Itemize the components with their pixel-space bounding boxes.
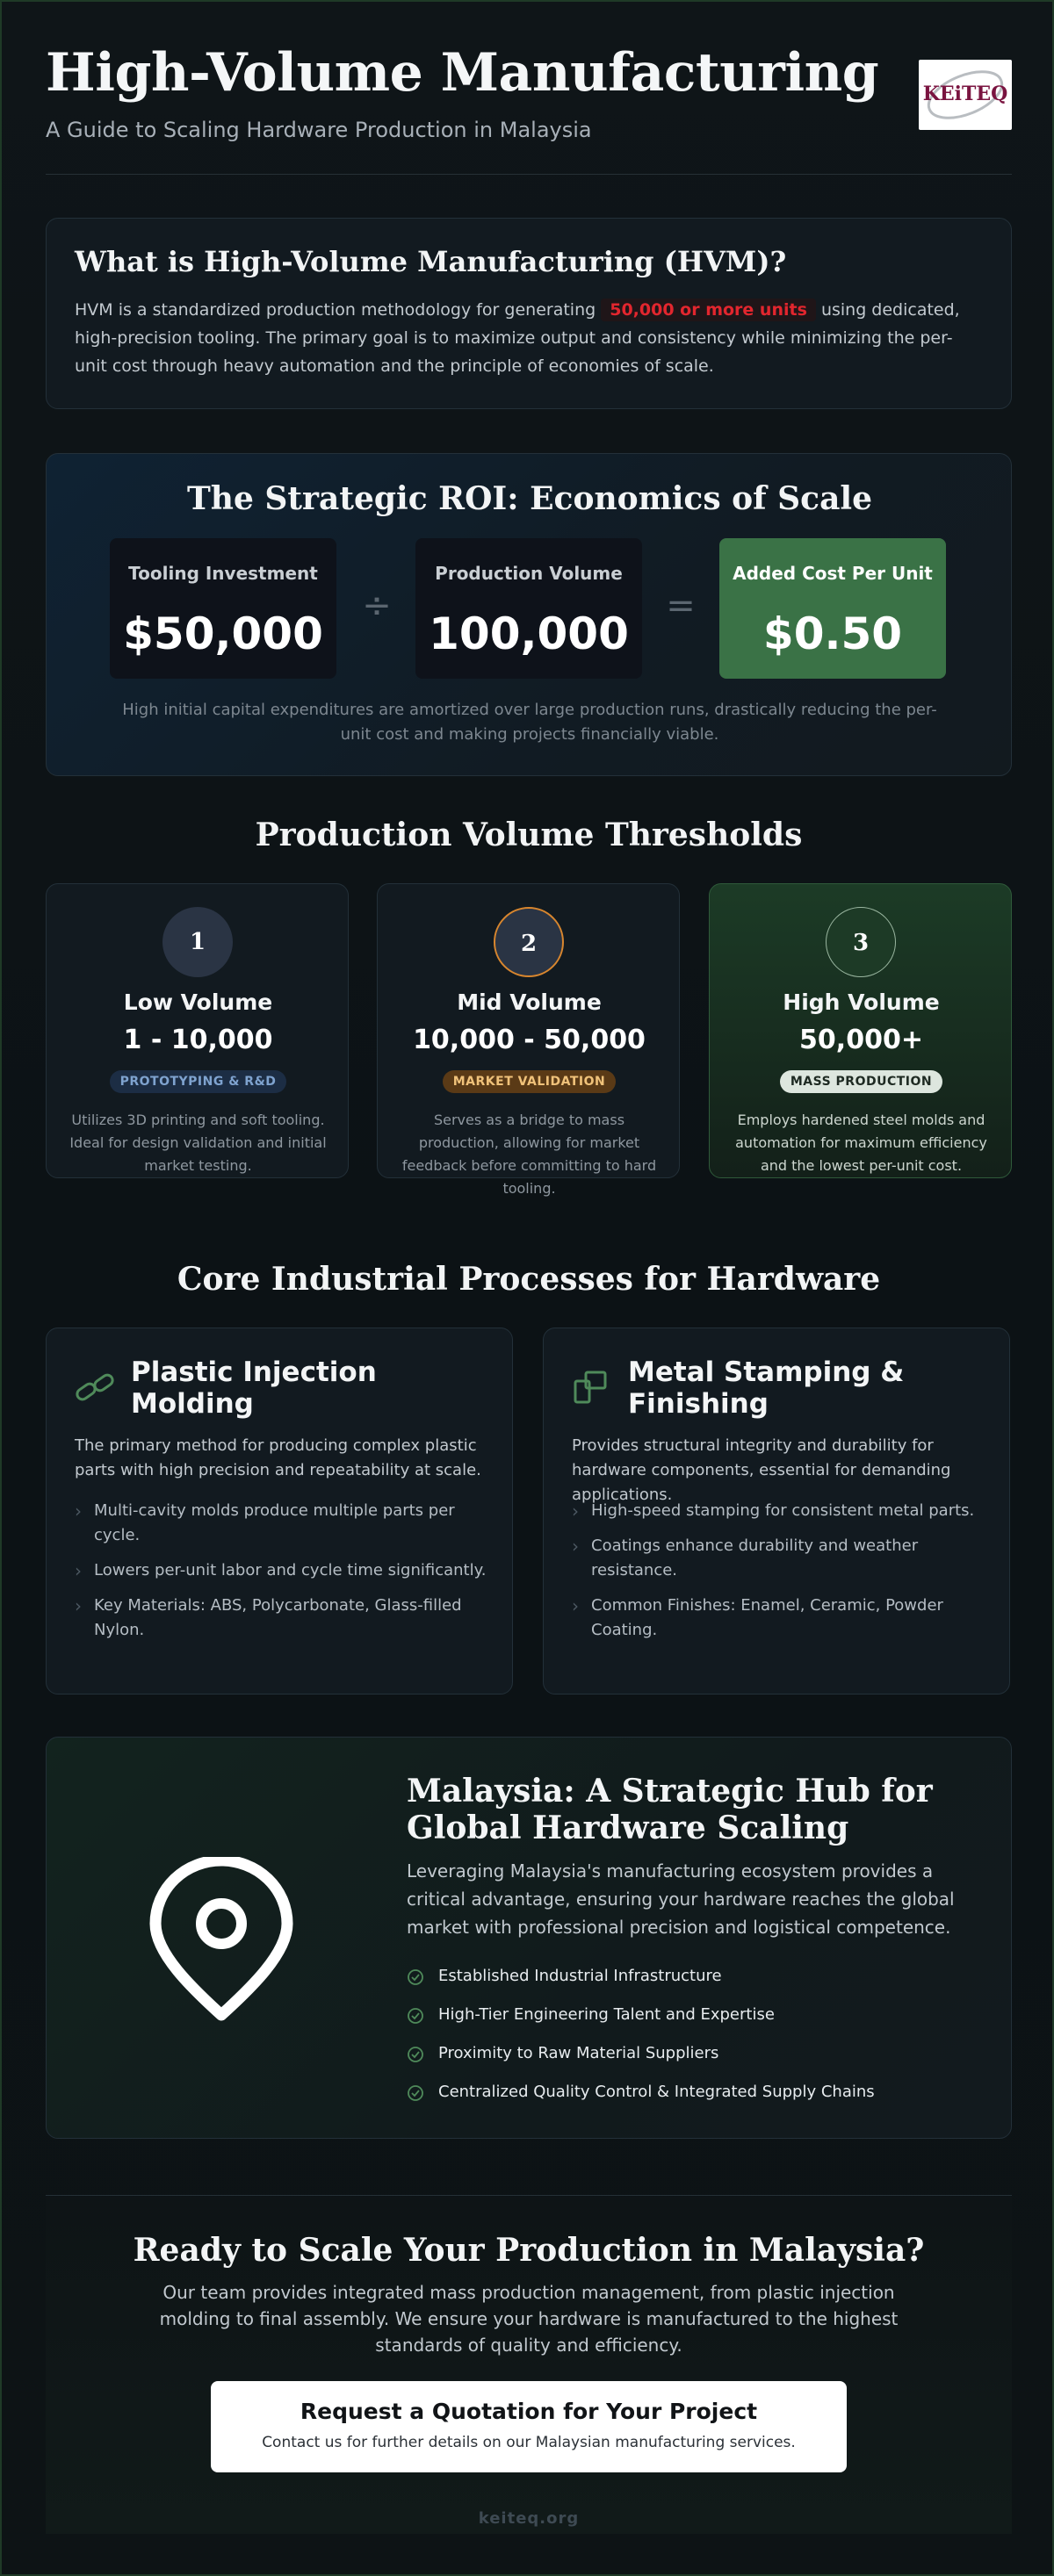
malaysia-checklist — [407, 1964, 978, 2119]
cta-button-subtitle: Contact us for further details on our Malaysian manufacturing services. — [262, 2434, 796, 2451]
hvm-text-after: using dedicated, high-precision tooling. The primary goal is to maximize output and consistency while minimizing the per-unit cost through heavy automation and the principle of economies of scale. — [75, 300, 960, 376]
chevron-right-icon: › — [572, 1536, 579, 1557]
page-title: High-Volume Manufacturing — [46, 42, 879, 104]
malaysia-hub-card — [46, 1737, 1012, 2139]
stamp-icon — [572, 1371, 614, 1406]
list-item-text: Lowers per-unit labor and cycle time significantly. — [94, 1561, 487, 1579]
list-item-text: Common Finishes: Enamel, Ceramic, Powder Coating. — [591, 1596, 943, 1639]
cost-per-unit-value: $0.50 — [762, 608, 903, 659]
tier-badge: MASS PRODUCTION — [780, 1070, 942, 1093]
tier-name: High Volume — [783, 989, 940, 1015]
list-item-text: High-speed stamping for consistent metal parts. — [591, 1501, 975, 1520]
list-item — [75, 1594, 487, 1643]
check-circle-icon — [407, 2084, 424, 2102]
cost-per-unit-label: Added Cost Per Unit — [733, 563, 933, 584]
check-circle-icon — [407, 1968, 424, 1986]
list-item — [407, 2080, 978, 2119]
list-item-text: Multi-cavity molds produce multiple parts per cycle. — [94, 1501, 455, 1544]
malaysia-description: Leveraging Malaysia's manufacturing ecosystem provides a critical advantage, ensuring your hardware reaches the global market with professional precision and logistical competence. — [407, 1860, 955, 1938]
tier-badge: MARKET VALIDATION — [443, 1070, 616, 1093]
tier-range: 10,000 - 50,000 — [413, 1025, 646, 1055]
tooling-investment-value: $50,000 — [123, 608, 323, 659]
tier-description: Employs hardened steel molds and automation for maximum efficiency and the lowest per-unit cost. — [735, 1112, 987, 1174]
cost-per-unit-box — [719, 538, 946, 679]
tier-range: 1 - 10,000 — [123, 1025, 273, 1055]
process-points — [75, 1499, 487, 1653]
header-divider — [46, 174, 1012, 175]
tier-name: Low Volume — [123, 989, 273, 1015]
process-points — [572, 1499, 985, 1653]
tier-name: Mid Volume — [457, 989, 602, 1015]
page-subtitle: A Guide to Scaling Hardware Production in Malaysia — [46, 118, 592, 142]
tooling-investment-label: Tooling Investment — [128, 563, 318, 584]
process-description: Provides structural integrity and durability for hardware components, essential for demanding applications. — [572, 1436, 951, 1504]
list-item-text: Coatings enhance durability and weather resistance. — [591, 1536, 919, 1579]
map-pin-icon — [148, 1857, 294, 2024]
hvm-heading: What is High-Volume Manufacturing (HVM)? — [75, 245, 787, 278]
roi-heading: The Strategic ROI: Economics of Scale — [187, 480, 872, 517]
process-card-injection-molding — [46, 1328, 513, 1695]
hvm-definition-card — [46, 218, 1012, 409]
chevron-right-icon: › — [75, 1595, 82, 1616]
roi-card — [46, 453, 1012, 776]
tier-number: 1 — [162, 907, 233, 977]
hvm-highlight-badge: 50,000 or more units — [601, 299, 816, 321]
link-icon — [75, 1371, 117, 1406]
tier-range: 50,000+ — [799, 1025, 923, 1055]
cta-heading: Ready to Scale Your Production in Malaysia? — [133, 2232, 925, 2269]
request-quotation-button[interactable] — [211, 2381, 847, 2472]
tier-card-high — [709, 883, 1012, 1178]
page-header — [46, 42, 1012, 174]
hvm-description — [75, 296, 979, 380]
list-item-text: Established Industrial Infrastructure — [438, 1967, 722, 1985]
check-circle-icon — [407, 2046, 424, 2063]
tier-description: Utilizes 3D printing and soft tooling. Ideal for design validation and initial market testing. — [69, 1112, 327, 1174]
chevron-right-icon: › — [572, 1595, 579, 1616]
footer-domain-link[interactable]: keiteq.org — [478, 2509, 580, 2528]
list-item — [572, 1534, 985, 1583]
cta-text: Our team provides integrated mass production management, from plastic injection molding to final assembly. We ensure your hardware is manufactured to the highest standards of quality and efficiency. — [159, 2282, 899, 2356]
tier-card-mid — [377, 883, 680, 1197]
list-item-text: Key Materials: ABS, Polycarbonate, Glass-filled Nylon. — [94, 1596, 462, 1639]
hvm-text-before: HVM is a standardized production methodology for generating — [75, 300, 596, 320]
tooling-investment-box — [110, 538, 336, 679]
tier-card-low — [46, 883, 349, 1178]
logo-text: KEiTEQ — [922, 83, 1008, 105]
list-item — [572, 1594, 985, 1643]
list-item — [407, 2003, 978, 2041]
list-item — [75, 1558, 487, 1583]
list-item-text: Centralized Quality Control & Integrated Supply Chains — [438, 2083, 875, 2101]
list-item — [407, 2041, 978, 2080]
cta-section — [46, 2197, 1012, 2534]
list-item-text: High-Tier Engineering Talent and Expertise — [438, 2005, 775, 2024]
cta-button-title: Request a Quotation for Your Project — [300, 2399, 758, 2424]
list-item — [572, 1499, 985, 1523]
process-title: Plastic Injection Molding — [131, 1356, 377, 1420]
production-volume-label: Production Volume — [435, 563, 623, 584]
tier-number: 3 — [826, 907, 896, 977]
chevron-right-icon: › — [75, 1560, 82, 1581]
roi-note: High initial capital expenditures are amortized over large production runs, drastically reducing the per-unit cost and making projects financially viable. — [122, 701, 937, 744]
production-volume-box — [415, 538, 642, 679]
process-title: Metal Stamping & Finishing — [628, 1356, 905, 1420]
divide-symbol: ÷ — [362, 586, 392, 626]
check-circle-icon — [407, 2007, 424, 2025]
list-item — [75, 1499, 487, 1548]
chevron-right-icon: › — [75, 1500, 82, 1522]
company-logo[interactable] — [919, 60, 1012, 130]
production-volume-value: 100,000 — [429, 608, 629, 659]
tier-number: 2 — [494, 907, 564, 977]
list-item — [407, 1964, 978, 2003]
list-item-text: Proximity to Raw Material Suppliers — [438, 2044, 719, 2062]
tier-badge: PROTOTYPING & R&D — [110, 1070, 287, 1093]
malaysia-heading: Malaysia: A Strategic Hub for Global Hardware Scaling — [407, 1773, 933, 1846]
tier-description: Serves as a bridge to mass production, allowing for market feedback before committing to hard tooling. — [401, 1112, 657, 1197]
equals-symbol: = — [666, 586, 696, 626]
process-card-metal-stamping — [543, 1328, 1010, 1695]
process-description: The primary method for producing complex plastic parts with high precision and repeatability at scale. — [75, 1436, 481, 1479]
processes-heading: Core Industrial Processes for Hardware — [177, 1261, 881, 1298]
thresholds-heading: Production Volume Thresholds — [255, 817, 803, 853]
cta-divider — [46, 2195, 1012, 2196]
chevron-right-icon: › — [572, 1500, 579, 1522]
